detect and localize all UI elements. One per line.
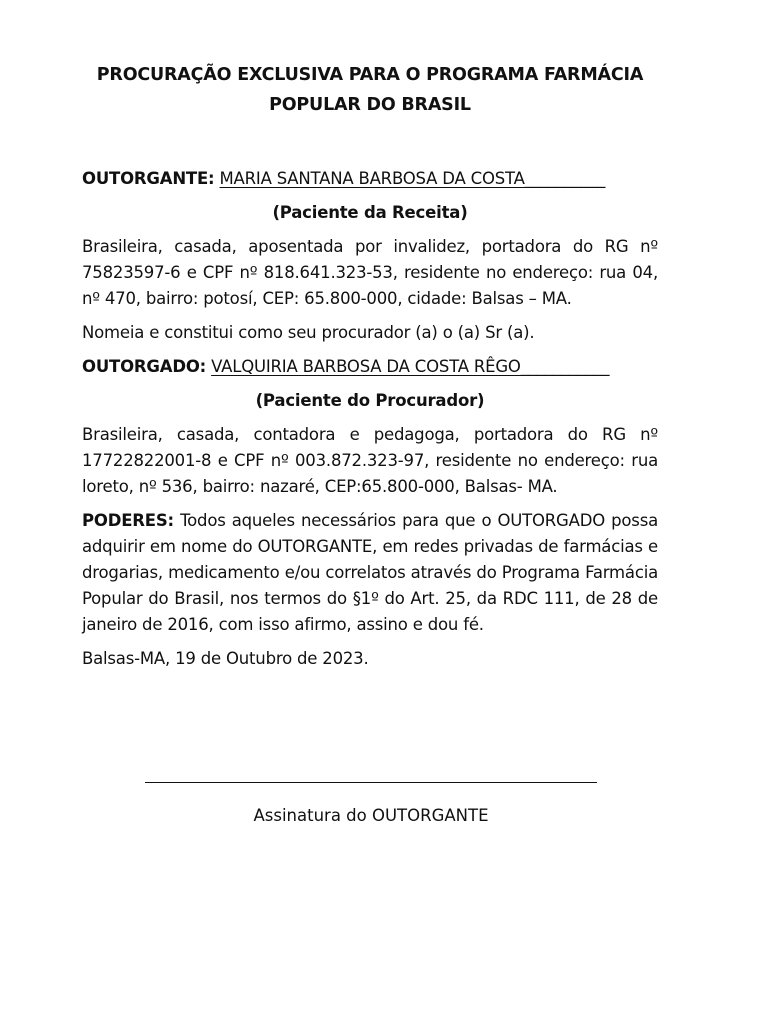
outorgante-label: OUTORGANTE: xyxy=(82,169,215,188)
document-page xyxy=(82,60,658,680)
signature-block xyxy=(145,770,597,827)
poderes-label: PODERES: xyxy=(82,511,174,530)
outorgado-role: (Paciente do Procurador) xyxy=(255,391,485,410)
signature-line xyxy=(145,782,597,783)
signature-label: Assinatura do OUTORGANTE xyxy=(253,806,489,825)
place-date: Balsas-MA, 19 de Outubro de 2023. xyxy=(82,649,369,668)
outorgante-name: MARIA SANTANA BARBOSA DA COSTA__________ xyxy=(219,169,606,188)
outorgado-label: OUTORGADO: xyxy=(82,357,207,376)
poderes-paragraph xyxy=(82,508,658,638)
poderes-text: Todos aqueles necessários para que o OUTORGADO possa adquirir em nome do OUTORGANTE, em redes privadas de farmácias e drogarias, medicamento e/ou correlatos através do Programa Farmácia Popular do Brasil, nos termos do §1º do Art. 25, da RDC 111, de 28 de janeiro de 2016, com isso afirmo, assino e dou fé. xyxy=(82,511,659,634)
nomeia-statement: Nomeia e constitui como seu procurador (a) o (a) Sr (a). xyxy=(82,323,535,342)
outorgante-role: (Paciente da Receita) xyxy=(272,203,468,222)
outorgado-name: VALQUIRIA BARBOSA DA COSTA RÊGO___________ xyxy=(211,357,610,376)
outorgante-line xyxy=(82,166,658,192)
outorgado-description: Brasileira, casada, contadora e pedagoga, portadora do RG nº 17722822001-8 e CPF nº 003.872.323-97, residente no endereço: rua loreto, nº 536, bairro: nazaré, CEP:65.800-000, Balsas- MA. xyxy=(82,425,658,496)
outorgante-description: Brasileira, casada, aposentada por invalidez, portadora do RG nº 75823597-6 e CPF nº 818.641.323-53, residente no endereço: rua 04, nº 470, bairro: potosí, CEP: 65.800-000, cidade: Balsas – MA. xyxy=(82,237,658,308)
outorgado-line xyxy=(82,354,658,380)
document-title: PROCURAÇÃO EXCLUSIVA PARA O PROGRAMA FARMÁCIA POPULAR DO BRASIL xyxy=(96,65,644,115)
